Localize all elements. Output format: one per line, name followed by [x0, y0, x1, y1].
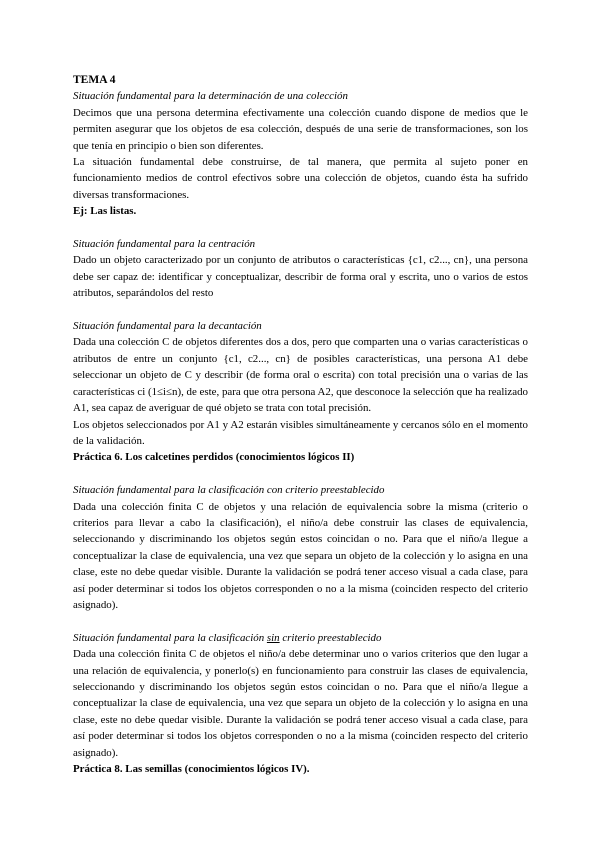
paragraph: Dada una colección C de objetos diferentes dos a dos, pero que comparten una o varias características o atributos de entre un conjunto {c1, c2..., cn} de posibles características, una persona A1 debe seleccionar un objeto de C y describir (de forma oral o escrita) con total precisión una o varias de las características ci (1≤i≤n), de este, para que otra persona A2, que desconoce la selección que ha realizado A1, sea capaz de averiguar de qué objeto se trata con total precisión. — [73, 336, 528, 415]
spacer — [73, 613, 528, 629]
heading-part: Situación fundamental para la clasificación — [73, 631, 267, 644]
section-heading-clasificacion-sin-criterio — [73, 630, 528, 646]
heading-underlined-word: sin — [266, 631, 280, 644]
paragraph: Decimos que una persona determina efectivamente una colección cuando dispone de medios que le permiten asegurar que los objetos de esa colección, después de una serie de transformaciones, son los que tenía en principio o bien son diferentes. — [73, 106, 528, 152]
paragraph: La situación fundamental debe construirse, de tal manera, que permita al sujeto poner en funcionamiento medios de control efectivos sobre una colección de objetos, cuando ésta ha sufrido diversas transformaciones. — [73, 156, 528, 201]
practice-label: Práctica 8. Las semillas (conocimientos lógicos IV). — [73, 763, 310, 775]
paragraph: Los objetos seleccionados por A1 y A2 estarán visibles simultáneamente y cercanos sólo en el momento de la validación. — [73, 418, 528, 447]
practice-label: Práctica 6. Los calcetines perdidos (conocimientos lógicos II) — [73, 451, 355, 464]
document-body — [73, 72, 528, 777]
spacer — [73, 302, 528, 318]
section-heading-determinacion: Situación fundamental para la determinación de una colección — [73, 90, 348, 103]
document-title: TEMA 4 — [73, 74, 116, 86]
example-label: Ej: Las listas. — [73, 205, 137, 218]
section-heading-decantacion: Situación fundamental para la decantación — [73, 320, 262, 333]
spacer — [73, 220, 528, 236]
paragraph: Dada una colección finita C de objetos y una relación de equivalencia sobre la misma (criterio o criterios para llevar a cabo la clasificación), el niño/a debe construir las clases de equivalencia, seleccionando y discriminando los objetos según estos coincidan o no. Para que el niño/a llegue a conceptualizar la clase de equivalencia, una vez que separa un objeto de la colección y lo asigna en una clase, este no debe quedar visible. Durante la validación se podrá tener acceso visual a cada clase, para así poder determinar si todos los objetos corresponden o no a la misma (coinciden respecto del criterio asignado). — [73, 500, 528, 611]
spacer — [73, 466, 528, 482]
paragraph: Dada una colección finita C de objetos el niño/a debe determinar uno o varios criterios que den lugar a una relación de equivalencia, y ponerlo(s) en funcionamiento para construir las clases de equivalencia, seleccionando y discriminando los objetos según estos coincidan o no. Para que el niño/a llegue a conceptualizar la clase de equivalencia, una vez que separa un objeto de la colección y lo asigna en una clase, este no debe quedar visible. Durante la validación se podrá tener acceso visual a cada clase, para así poder determinar si todos los objetos corresponden o no a la misma (coinciden respecto del criterio asignado). — [73, 648, 528, 759]
section-heading-centracion: Situación fundamental para la centración — [73, 238, 256, 251]
paragraph: Dado un objeto caracterizado por un conjunto de atributos o características {c1, c2..., cn}, una persona debe ser capaz de: identificar y conceptualizar, describir de forma oral y escrita, uno o varios de estos atributos, separándolos del resto — [73, 254, 528, 300]
section-heading-clasificacion-con-criterio: Situación fundamental para la clasificación con criterio preestablecido — [73, 484, 385, 497]
heading-part: criterio preestablecido — [279, 631, 382, 644]
